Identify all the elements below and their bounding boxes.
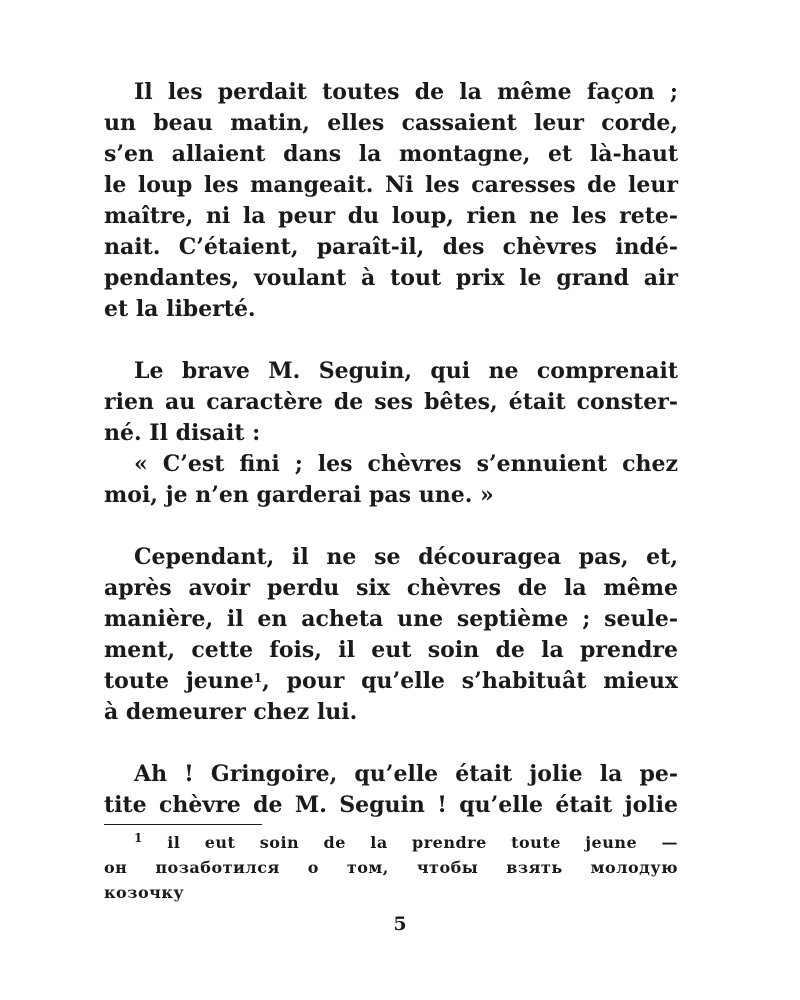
text-line: Le brave M. Seguin, qui ne comprenait	[134, 358, 678, 384]
text-fragment: , pour qu’elle s’habituât mieux	[262, 668, 678, 694]
text-line: « C’est fini ; les chèvres s’ennuient chez	[134, 451, 678, 477]
text-line: Cependant, il ne se découragea pas, et,	[134, 544, 678, 570]
text-line: tite chèvre de M. Seguin ! qu’elle était jolie	[104, 792, 678, 818]
text-line: né. Il disait :	[104, 420, 261, 446]
text-line: et la liberté.	[104, 296, 256, 322]
paragraph-1	[104, 77, 678, 325]
text-line: moi, je n’en garderai pas une. »	[104, 482, 494, 508]
text-line: à demeurer chez lui.	[104, 699, 358, 725]
footnote-divider	[104, 824, 262, 825]
text-line: le loup les mangeait. Ni les caresses de leur	[104, 172, 678, 198]
text-line: ment, cette fois, il eut soin de la prendre	[104, 637, 678, 663]
paragraph-2	[104, 356, 678, 511]
footnote-line: он позаботился о том, чтобы взять молодую	[104, 858, 678, 877]
text-line: après avoir perdu six chèvres de la même	[104, 575, 678, 601]
text-line: un beau matin, elles cassaient leur corde,	[104, 110, 678, 136]
footnote-ref[interactable]: 1	[253, 671, 263, 685]
footnote-marker: 1	[134, 831, 143, 845]
text-line: manière, il en acheta une septième ; seule-	[104, 606, 678, 632]
footnote	[104, 830, 678, 905]
footnote-text: il eut soin de la prendre toute jeune —	[167, 833, 678, 852]
text-line: pendantes, voulant à tout prix le grand air	[104, 265, 678, 291]
page-body	[104, 77, 678, 821]
footnote-line: козочку	[104, 883, 185, 902]
text-line: nait. C’étaient, paraît-il, des chèvres indé-	[104, 234, 678, 260]
text-fragment: toute jeune	[104, 668, 254, 694]
paragraph-gap	[104, 325, 678, 356]
text-line: s’en allaient dans la montagne, et là-haut	[104, 141, 678, 167]
text-line: Ah ! Gringoire, qu’elle était jolie la pe-	[134, 761, 678, 787]
footnote-line	[104, 830, 678, 855]
paragraph-gap	[104, 511, 678, 542]
text-line: maître, ni la peur du loup, rien ne les rete-	[104, 203, 678, 229]
paragraph-3	[104, 542, 678, 728]
text-line-with-footnote	[104, 666, 678, 697]
paragraph-gap	[104, 728, 678, 759]
text-line: Il les perdait toutes de la même façon ;	[134, 79, 678, 105]
text-line: rien au caractère de ses bêtes, était conster-	[104, 389, 678, 415]
paragraph-4	[104, 759, 678, 821]
page-number: 5	[393, 913, 407, 935]
